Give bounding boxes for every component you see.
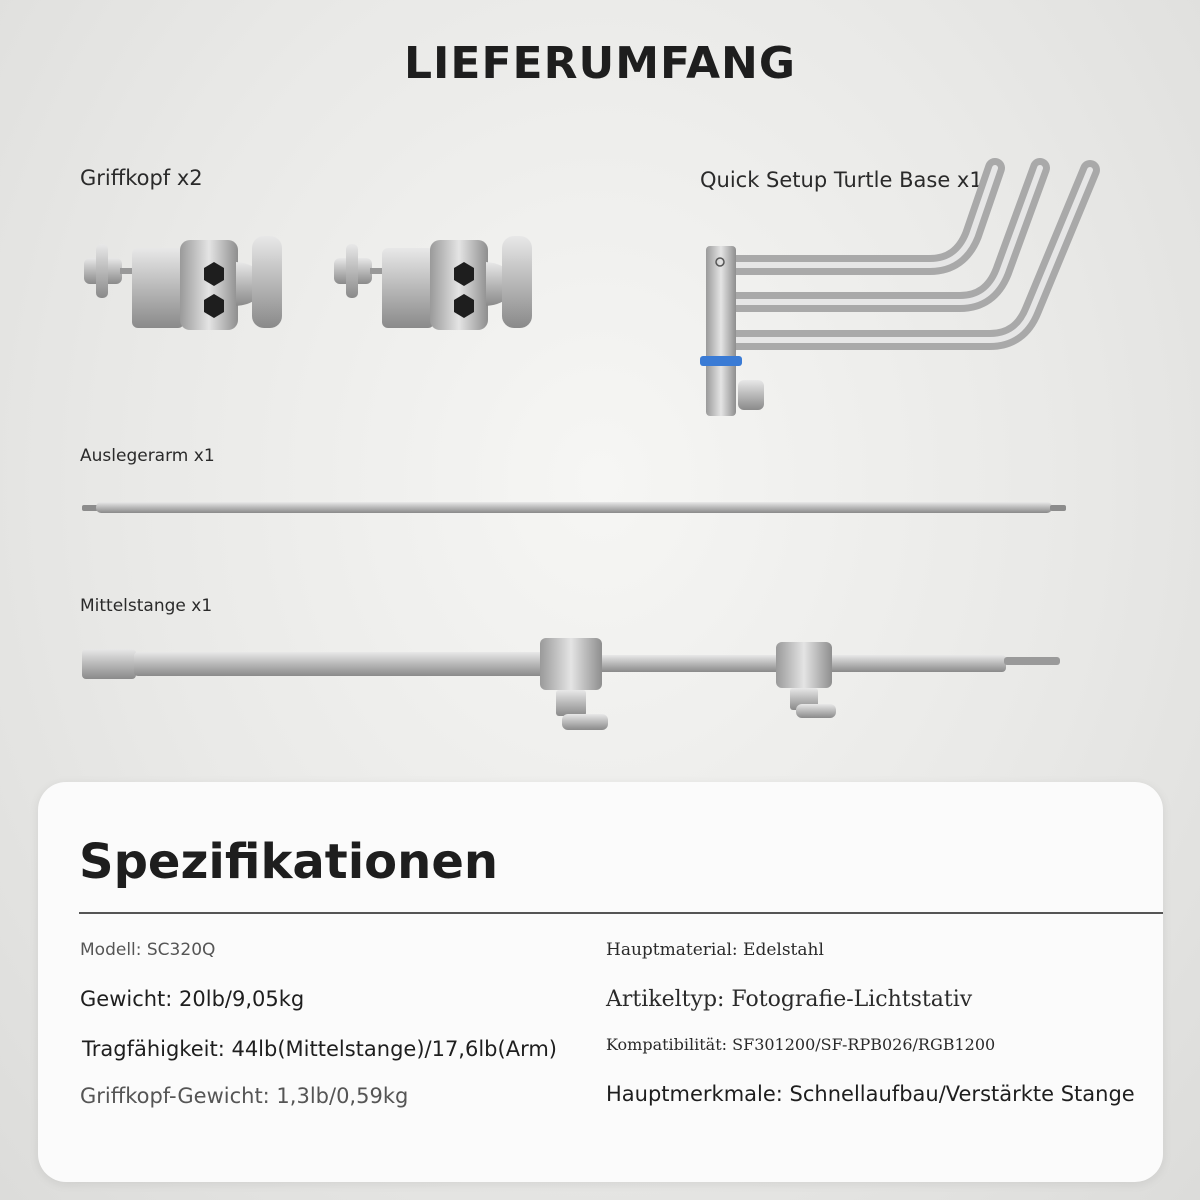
boom-arm-image (82, 502, 1066, 513)
spec-artikeltyp: Artikeltyp: Fotografie-Lichtstativ (606, 987, 973, 1012)
spec-kompatibilitaet: Kompatibilität: SF301200/SF-RPB026/RGB1200 (606, 1035, 996, 1054)
spec-hauptmaterial: Hauptmaterial: Edelstahl (606, 940, 824, 960)
spec-hauptmerkmale: Hauptmerkmale: Schnellaufbau/Verstärkte Stange (606, 1082, 1135, 1106)
label-mittelstange: Mittelstange x1 (80, 596, 213, 616)
center-pole-image (82, 638, 1060, 730)
divider (79, 912, 1163, 914)
grip-head-image (84, 236, 282, 330)
grip-head-image (334, 236, 532, 330)
spec-tragfaehigkeit: Tragfähigkeit: 44lb(Mittelstange)/17,6lb(Arm) (82, 1037, 557, 1061)
label-turtle-base: Quick Setup Turtle Base x1 (700, 168, 983, 192)
turtle-base-image (730, 168, 1090, 340)
page-title: LIEFERUMFANG (404, 38, 796, 89)
spec-title: Spezifikationen (79, 834, 499, 890)
spec-griffkopf-gewicht: Griffkopf-Gewicht: 1,3lb/0,59kg (80, 1084, 409, 1108)
label-ausleger: Auslegerarm x1 (80, 446, 215, 466)
label-griffkopf: Griffkopf x2 (80, 166, 203, 190)
spec-card (38, 782, 1163, 1182)
spec-gewicht: Gewicht: 20lb/9,05kg (80, 987, 305, 1011)
spec-modell: Modell: SC320Q (80, 940, 216, 960)
